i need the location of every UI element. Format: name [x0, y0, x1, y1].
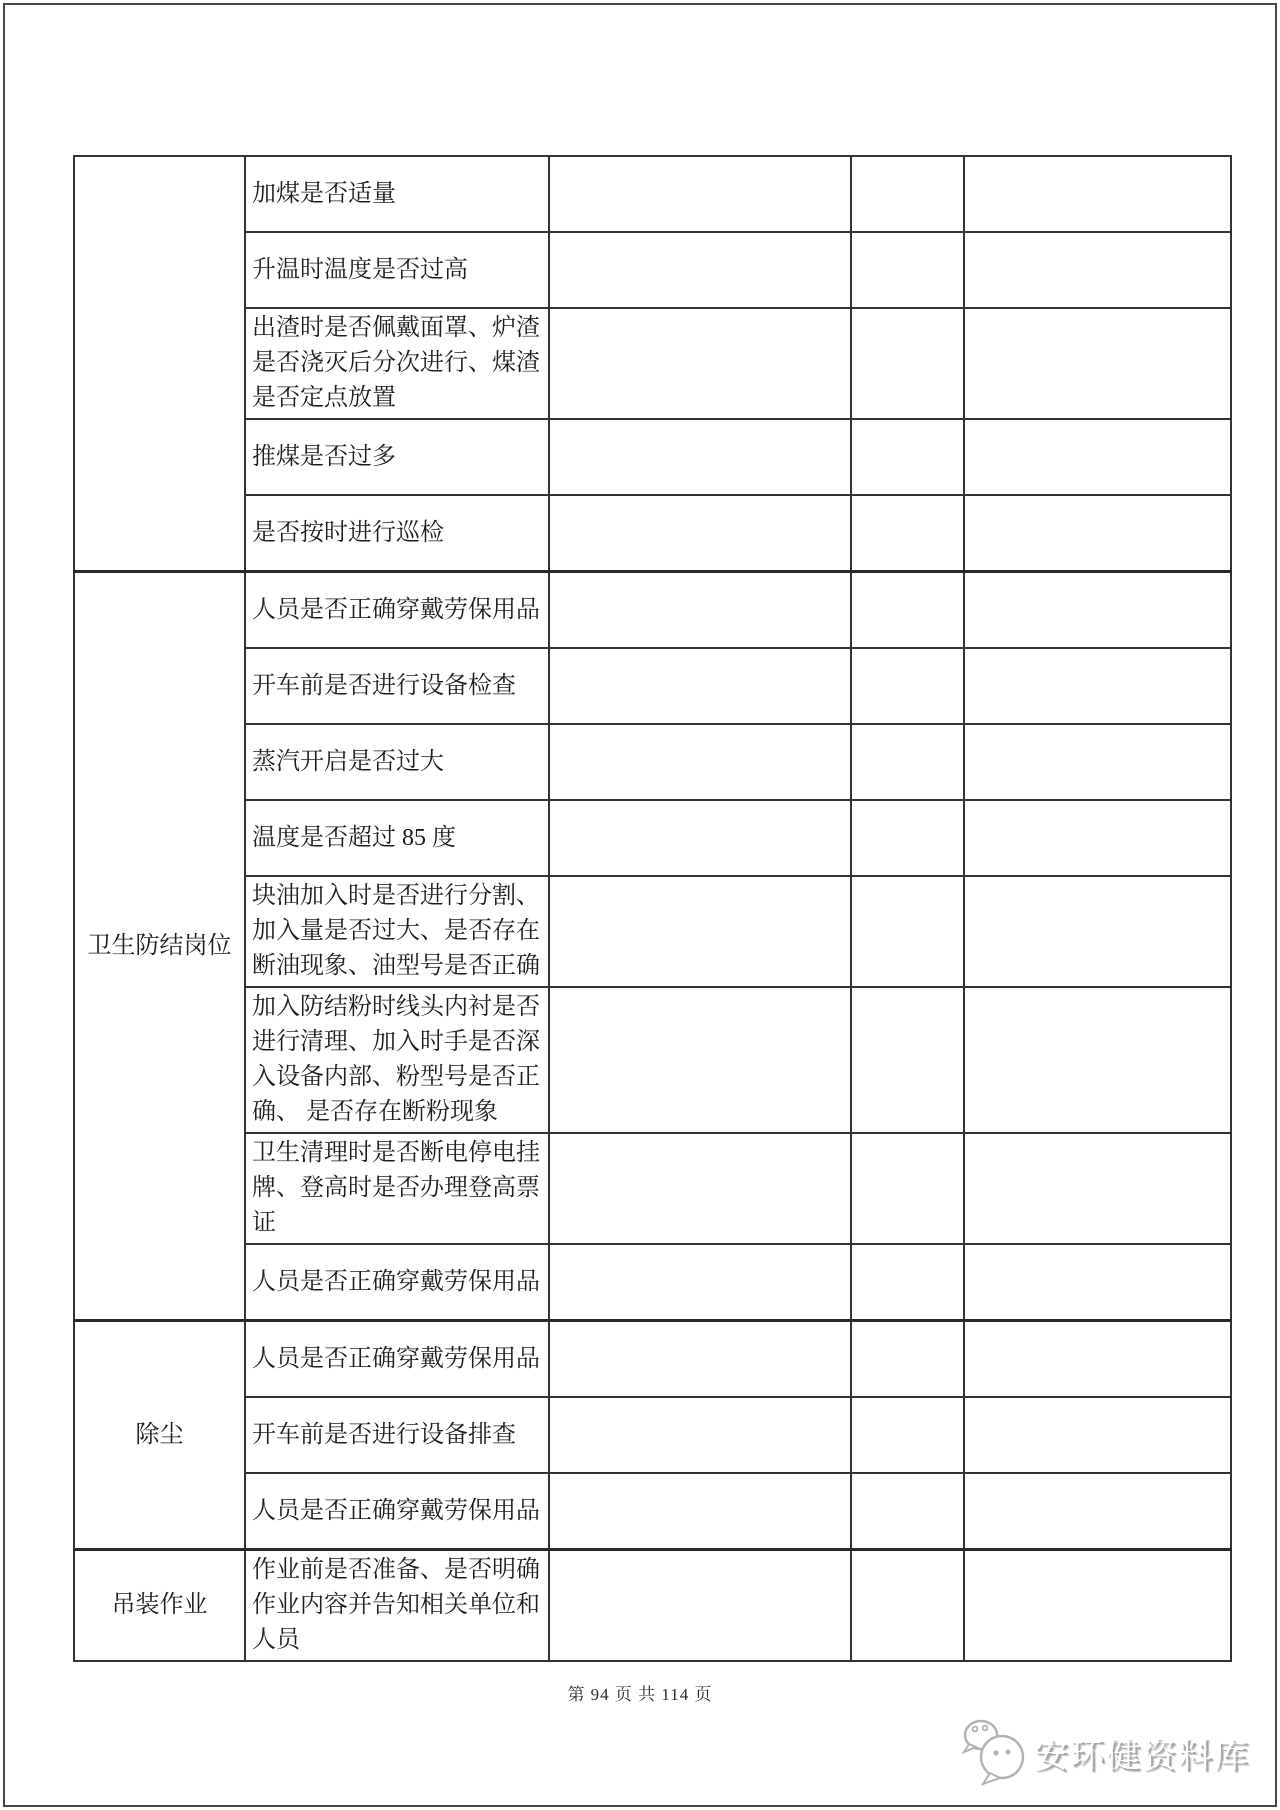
blank-check-cell — [851, 1244, 964, 1321]
check-item-cell: 温度是否超过 85 度 — [245, 800, 549, 876]
blank-check-cell — [964, 876, 1231, 987]
table-row — [74, 495, 1231, 572]
blank-check-cell — [851, 987, 964, 1133]
blank-check-cell — [851, 232, 964, 308]
check-item-cell: 人员是否正确穿戴劳保用品 — [245, 1473, 549, 1550]
check-item-cell: 块油加入时是否进行分割、加入量是否过大、是否存在断油现象、油型号是否正确 — [245, 876, 549, 987]
blank-check-cell — [549, 1550, 851, 1662]
blank-check-cell — [964, 1473, 1231, 1550]
blank-check-cell — [964, 572, 1231, 649]
blank-check-cell — [549, 232, 851, 308]
page-footer — [0, 1680, 1280, 1705]
blank-check-cell — [851, 1133, 964, 1244]
page-number-text: 第 94 页 共 114 页 — [567, 1685, 713, 1704]
table-row — [74, 1244, 1231, 1321]
blank-check-cell — [964, 987, 1231, 1133]
blank-check-cell — [964, 308, 1231, 419]
table-row — [74, 1473, 1231, 1550]
blank-check-cell — [964, 1397, 1231, 1473]
check-item-cell: 开车前是否进行设备排查 — [245, 1397, 549, 1473]
check-item-cell: 蒸汽开启是否过大 — [245, 724, 549, 800]
blank-check-cell — [851, 876, 964, 987]
checklist-table — [73, 155, 1232, 1662]
check-item-cell: 是否按时进行巡检 — [245, 495, 549, 572]
check-item-cell: 人员是否正确穿戴劳保用品 — [245, 1244, 549, 1321]
blank-check-cell — [964, 1550, 1231, 1662]
check-item-cell: 推煤是否过多 — [245, 419, 549, 495]
blank-check-cell — [964, 156, 1231, 232]
check-item-cell: 作业前是否准备、是否明确作业内容并告知相关单位和人员 — [245, 1550, 549, 1662]
table-row — [74, 1397, 1231, 1473]
table-row — [74, 648, 1231, 724]
blank-check-cell — [549, 724, 851, 800]
blank-check-cell — [549, 1321, 851, 1398]
blank-check-cell — [964, 232, 1231, 308]
table-row — [74, 724, 1231, 800]
blank-check-cell — [851, 724, 964, 800]
blank-check-cell — [851, 1321, 964, 1398]
blank-check-cell — [549, 419, 851, 495]
table-row — [74, 1133, 1231, 1244]
blank-check-cell — [851, 572, 964, 649]
table-row — [74, 419, 1231, 495]
category-cell — [74, 156, 245, 572]
blank-check-cell — [851, 1397, 964, 1473]
blank-check-cell — [964, 419, 1231, 495]
table-row — [74, 156, 1231, 232]
check-item-cell: 升温时温度是否过高 — [245, 232, 549, 308]
blank-check-cell — [851, 648, 964, 724]
category-cell: 卫生防结岗位 — [74, 572, 245, 1321]
blank-check-cell — [964, 1321, 1231, 1398]
check-item-cell: 人员是否正确穿戴劳保用品 — [245, 1321, 549, 1398]
blank-check-cell — [964, 1244, 1231, 1321]
table-row — [74, 800, 1231, 876]
blank-check-cell — [549, 1133, 851, 1244]
check-item-cell: 出渣时是否佩戴面罩、炉渣是否浇灭后分次进行、煤渣是否定点放置 — [245, 308, 549, 419]
table-row — [74, 308, 1231, 419]
table-row — [74, 876, 1231, 987]
blank-check-cell — [964, 800, 1231, 876]
blank-check-cell — [964, 648, 1231, 724]
table-row — [74, 1550, 1231, 1662]
blank-check-cell — [549, 1473, 851, 1550]
blank-check-cell — [549, 572, 851, 649]
category-cell: 除尘 — [74, 1321, 245, 1550]
blank-check-cell — [549, 308, 851, 419]
check-item-cell: 人员是否正确穿戴劳保用品 — [245, 572, 549, 649]
table-row — [74, 572, 1231, 649]
blank-check-cell — [549, 1397, 851, 1473]
blank-check-cell — [851, 308, 964, 419]
category-cell: 吊装作业 — [74, 1550, 245, 1662]
blank-check-cell — [964, 724, 1231, 800]
blank-check-cell — [851, 495, 964, 572]
blank-check-cell — [549, 800, 851, 876]
check-item-cell: 加煤是否适量 — [245, 156, 549, 232]
blank-check-cell — [964, 1133, 1231, 1244]
table-row — [74, 1321, 1231, 1398]
blank-check-cell — [549, 495, 851, 572]
blank-check-cell — [549, 156, 851, 232]
blank-check-cell — [851, 800, 964, 876]
check-item-cell: 开车前是否进行设备检查 — [245, 648, 549, 724]
blank-check-cell — [851, 156, 964, 232]
blank-check-cell — [549, 1244, 851, 1321]
blank-check-cell — [549, 987, 851, 1133]
watermark — [960, 1716, 1250, 1788]
blank-check-cell — [964, 495, 1231, 572]
watermark-text: 安环健资料库 — [1034, 1736, 1250, 1775]
blank-check-cell — [549, 876, 851, 987]
table-row — [74, 987, 1231, 1133]
blank-check-cell — [851, 1550, 964, 1662]
blank-check-cell — [851, 1473, 964, 1550]
check-item-cell: 卫生清理时是否断电停电挂牌、登高时是否办理登高票证 — [245, 1133, 549, 1244]
blank-check-cell — [549, 648, 851, 724]
table-row — [74, 232, 1231, 308]
check-item-cell: 加入防结粉时线头内衬是否进行清理、加入时手是否深入设备内部、粉型号是否正确、 是否存在断粉现象 — [245, 987, 549, 1133]
blank-check-cell — [851, 419, 964, 495]
chat-bubbles-icon — [960, 1716, 1030, 1788]
